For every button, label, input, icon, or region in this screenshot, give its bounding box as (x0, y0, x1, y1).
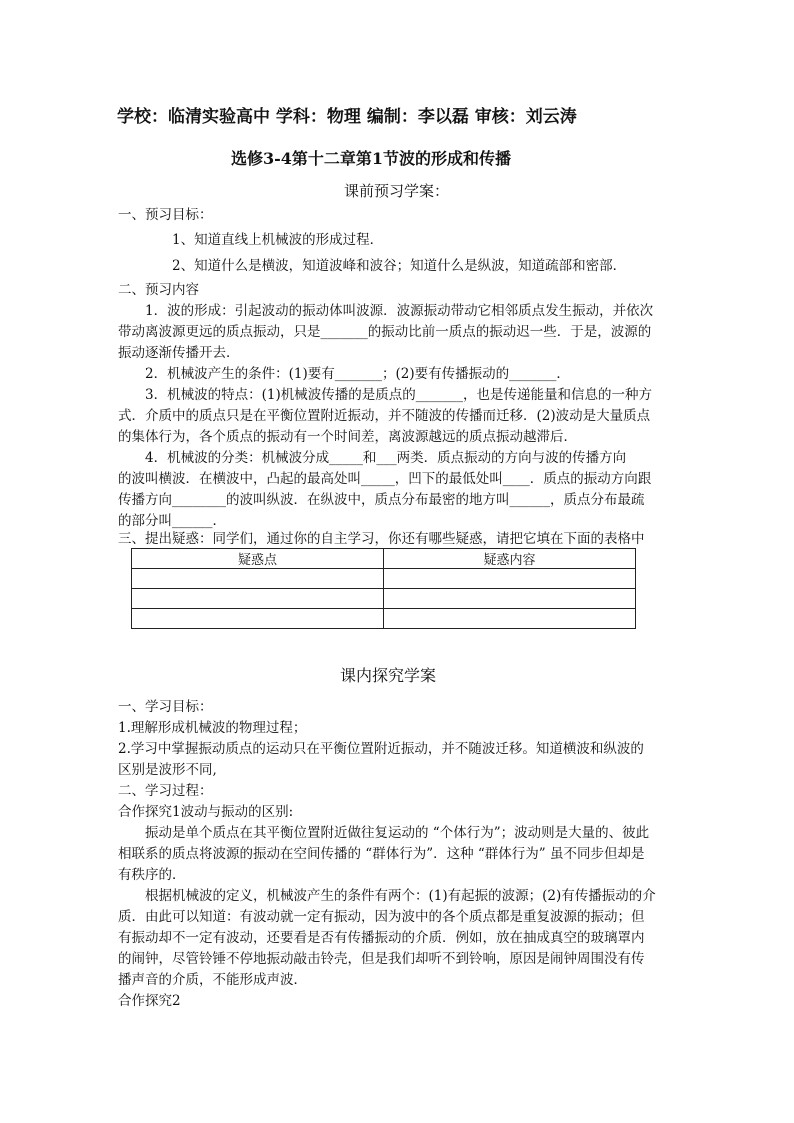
coop1-p2-line-4: 的闹钟，尽管铃锤不停地振动敲击铃壳，但是我们却听不到铃响，原因是闹钟周围没有传 (118, 951, 645, 967)
preview-p4-line-2: 的波叫横波．在横波中，凸起的最高处叫_____，凹下的最低处叫____．质点的振动方向跟 (118, 471, 652, 487)
coop1-p2-line-3: 有振动却不一定有波动，还要看是否有传播振动的介质．例如，放在抽成真空的玻璃罩内 (118, 930, 645, 946)
table-header-row (132, 549, 636, 569)
table-cell[interactable] (132, 609, 384, 629)
preview-p1-line-1: 1．波的形成：引起波动的振动体叫波源．波源振动带动它相邻质点发生振动，并依次 (145, 303, 654, 319)
preview-goals-heading: 一、预习目标： (118, 207, 213, 223)
table-cell[interactable] (132, 569, 384, 589)
coop1-p1-line-1: 振动是单个质点在其平衡位置附近做往复运动的 “个体行为”；波动则是大量的、彼此 (145, 825, 650, 841)
preview-p4-line-4: 的部分叫______． (118, 513, 226, 529)
coop1-p2-line-2: 质．由此可以知道：有波动就一定有振动，因为波中的各个质点都是重复波源的振动；但 (118, 909, 645, 925)
document-header: 学校：临清实验高中 学科：物理 编制：李以磊 审核：刘云涛 (117, 107, 577, 127)
preview-p3-line-2: 式．介质中的质点只是在平衡位置附近振动，并不随波的传播而迁移．(2)波动是大量质点 (118, 408, 651, 424)
doubts-heading: 三、提出疑惑：同学们，通过你的自主学习，你还有哪些疑惑，请把它填在下面的表格中 (118, 531, 645, 547)
table-cell[interactable] (132, 589, 384, 609)
coop1-p2-line-5: 播声音的介质，不能形成声波． (118, 972, 307, 988)
preview-p3-line-3: 的集体行为，各个质点的振动有一个时间差，离波源越远的质点振动越滞后． (118, 429, 577, 445)
coop1-p1-line-3: 有秩序的． (118, 867, 186, 883)
table-header-cell: 疑惑内容 (384, 549, 636, 569)
coop2-heading: 合作探究2 (118, 993, 181, 1009)
table-row (132, 569, 636, 589)
preview-p2: 2．机械波产生的条件：(1)要有_______；(2)要有传播振动的_______． (145, 366, 570, 382)
coop1-heading: 合作探究1波动与振动的区别: (118, 804, 294, 820)
preview-p4-line-1: 4．机械波的分类：机械波分成_____和___两类．质点振动的方向与波的传播方向 (145, 450, 627, 466)
inclass-goal-1: 1.理解形成机械波的物理过程； (118, 720, 307, 736)
preview-p1-line-2: 带动离波源更远的质点振动，只是_______的振动比前一质点的振动迟一些．于是，波源的 (118, 324, 652, 340)
preview-p4-line-3: 传播方向________的波叫纵波．在纵波中，质点分布最密的地方叫______，质点分布最疏 (118, 492, 645, 508)
coop1-p2-line-1: 根据机械波的定义，机械波产生的条件有两个：(1)有起振的波源；(2)有传播振动的介 (145, 888, 656, 904)
inclass-goals-heading: 一、学习目标： (118, 699, 213, 715)
inclass-goal-2: 2.学习中掌握振动质点的运动只在平衡位置附近振动，并不随波迁移。知道横波和纵波的 (118, 741, 644, 757)
table-cell[interactable] (384, 589, 636, 609)
preview-p3-line-1: 3．机械波的特点：(1)机械波传播的是质点的_______，也是传递能量和信息的一种方 (145, 387, 652, 403)
preview-heading: 课前预习学案： (344, 182, 450, 200)
process-heading: 二、学习过程： (118, 783, 213, 799)
doubts-table (131, 548, 636, 629)
table-row (132, 609, 636, 629)
table-row (132, 589, 636, 609)
page-title: 选修3-4第十二章第1节波的形成和传播 (231, 149, 512, 168)
preview-p1-line-3: 振动逐渐传播开去． (118, 345, 240, 361)
inclass-heading: 课内探究学案 (340, 666, 437, 685)
table-cell[interactable] (384, 569, 636, 589)
preview-goal-1: 1、知道直线上机械波的形成过程． (172, 232, 384, 248)
preview-goal-2: 2、知道什么是横波，知道波峰和波谷；知道什么是纵波，知道疏部和密部． (172, 258, 627, 274)
inclass-goal-2-cont: 区别是波形不同, (118, 762, 217, 778)
table-header-cell: 疑惑点 (132, 549, 384, 569)
table-cell[interactable] (384, 609, 636, 629)
preview-content-heading: 二、预习内容 (118, 282, 199, 298)
coop1-p1-line-2: 相联系的质点将波源的振动在空间传播的 “群体行为”．这种 “群体行为” 虽不同步但却是 (118, 846, 645, 862)
